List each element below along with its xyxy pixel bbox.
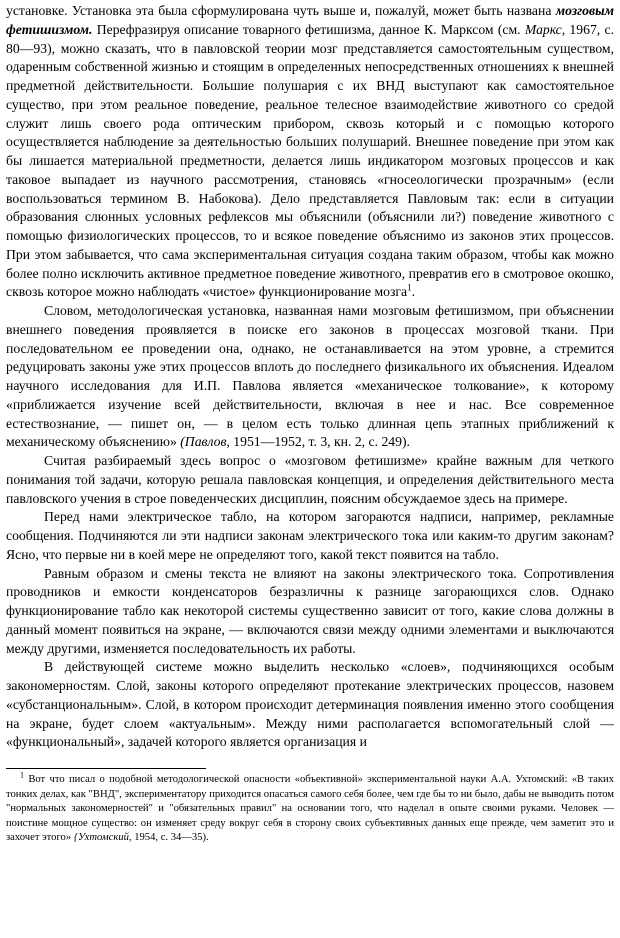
paragraph [6, 302, 614, 452]
text-run: Равным образом и смены текста не влияют на законы электрического тока. Сопротивления проводников и емкости конденсаторов безразличны к разнице загорающихся слов. Однако функционирование табло как некоторой системы существенно зависит от того, какие слова должны в данный момент появиться на экране, — включаются связи между одними элементами и выключаются между другими, изменяется последовательность их работы. [6, 565, 614, 656]
paragraph [6, 658, 614, 752]
footnote-number: 1 [20, 770, 24, 780]
text-run: Словом, методологическая установка, названная нами мозговым фетишизмом, при объяснении внешнего поведения проявляется в поиске его законов в процессах мозговой ткани. При последовательном ее проведении она, однако, не останавливается на этом уровне, а стремится редуцировать законы уже этих процессов вплоть до последнего физикального их объяснения. Идеалом научного исследования для И.П. Павлова является «механическое толкование», к которому «приближается изучение всей действительности, включая в нее и нас. Все современное естествознание, — пишет он, — в целом есть только длинная цепь этапных приближений к механическому объяснению» [6, 303, 614, 450]
footnote [6, 770, 614, 846]
main-text [6, 2, 614, 752]
text-run: установке. Установка эта была сформулирована чуть выше и, пожалуй, может быть названа [6, 3, 556, 18]
citation-author: {Ухтомский, [73, 832, 132, 843]
text-run: . [411, 284, 416, 300]
text-run: 1951—1952, т. 3, кн. 2, с. 249). [229, 434, 410, 450]
paragraph [6, 2, 614, 302]
text-run: Считая разбираемый здесь вопрос о «мозговом фетишизме» крайне важным для четкого понимания той задачи, которую решала павловская концепция, и определения действительного места павловского учения в строе поведенческих дисциплин, поясним обсуждаемое здесь на примере. [6, 453, 614, 506]
footnote-marker: 1 [407, 282, 412, 293]
paragraph [6, 452, 614, 508]
paragraph [6, 508, 614, 564]
citation-author: Маркс, [524, 21, 566, 37]
text-run: Перед нами электрическое табло, на котором загораются надписи, например, рекламные сообщения. Подчиняются ли эти надписи законам электрического тока или каким-то другим законам? Ясно, что первые ни в коей мере не определяют того, какой текст появится на табло. [6, 509, 614, 562]
footnote-divider [6, 768, 206, 769]
citation-author: (Павлов, [180, 434, 230, 450]
text-run: 1967, с. 80—93), можно сказать, что в павловской теории мозг представляется самостоятельным существом, одаренным собственной жизнью и стоящим в определенных непосредственных отношениях к внешней предметной действительности. Большие полушария с их ВНД выступают как самостоятельное существо, при этом реальное поведение, реальное телесное взаимодействие животного со средой служит лишь своего рода оптическим прибором, сквозь который и с помощью которого осуществляется наблюдение за деятельностью больших полушарий. Внешнее поведение при этом как бы лишается материальной предметности, делается лишь индикатором мозговых процессов и как таковое выпадает из научного рассмотрения, становясь «гносеологически прозрачным» (если воспользоваться термином В. Набокова). Дело представляется Павловым так: если в ситуации образования слюнных условных рефлексов мы объяснили (объяснили ли?) поведение животного с помощью физиологических процессов, то и всякое поведение объяснимо из законов этих процессов. При этом забывается, что сама экспериментальная ситуация создана таким образом, чтобы как можно более полно исключить активное предметное поведение животного, превратив его в смотровое окошко, сквозь которое можно наблюдать «чистое» функционирование мозга [6, 21, 614, 300]
text-run: Перефразируя описание товарного фетишизма, данное К. Марксом (см. [92, 21, 525, 37]
paragraph [6, 565, 614, 659]
text-run: В действующей системе можно выделить несколько «слоев», подчиняющихся особым закономерностям. Слой, законы которого определяют протекание электрических процессов, назовем «субстанциональным». Слой, в котором происходит детерминация появления именно этого сообщения на экране, будет слоем «актуальным». Между ними располагается вспомогательный слой — «функциональный», задачей которого является организация и [6, 659, 614, 750]
text-run: Вот что писал о подобной методологической опасности «объективной» экспериментальной науки А.А. Ухтомский: «В таких тонких делах, как "ВНД", экспериментатору приходится опасаться самого себя более, чем где бы то ни было, дабы не выводить потом "нормальных закономерностей" и "обязательных правил" на основании того, что наделал в опыте своими руками. Человек — поистине мощное существо: он изменяет среду вокруг себя в сторону своих субъективных данных еще прежде, чем заметит это и захочет этого» [6, 774, 614, 843]
text-run: 1954, с. 34—35). [131, 832, 209, 843]
emphasized-term: мозговым фетишизмом. [6, 3, 614, 37]
